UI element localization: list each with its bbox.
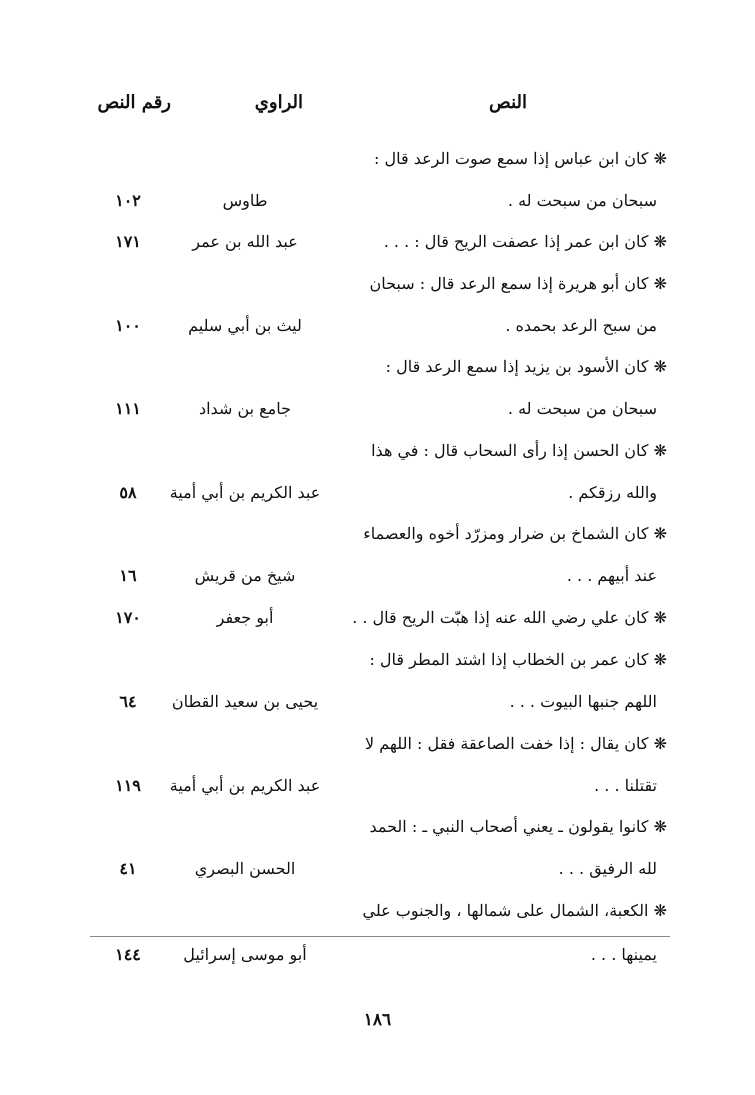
- entry-number: ٤١: [119, 859, 137, 878]
- entry-line: [0, 645, 755, 675]
- entry-text-line: لله الرفيق . . .: [558, 859, 657, 878]
- entry-text-line: ❋ كان الأسود بن يزيد إذا سمع الرعد قال :: [385, 357, 667, 376]
- entry-line: [0, 561, 755, 591]
- entry-narrator: ليث بن أبي سليم: [188, 316, 302, 335]
- entry-line: [0, 478, 755, 508]
- entry-narrator: يحيى بن سعيد القطان: [171, 692, 319, 711]
- header-text: النص: [489, 92, 527, 113]
- entry-narrator: جامع بن شداد: [198, 399, 292, 418]
- entry-text-line: ❋ كان الحسن إذا رأى السحاب قال : في هذا: [371, 441, 667, 460]
- entry-text-line: ❋ كان ابن عباس إذا سمع صوت الرعد قال :: [373, 149, 667, 168]
- entry-text-line: والله رزقكم .: [568, 483, 657, 502]
- entry-number: ١٠٠: [115, 316, 141, 335]
- entry-narrator: شيخ من قريش: [194, 566, 296, 585]
- entry-line: [0, 603, 755, 633]
- entry-narrator: أبو جعفر: [216, 608, 274, 627]
- entry-line: [0, 940, 755, 970]
- entry-narrator: أبو موسى إسرائيل: [183, 945, 307, 964]
- entry-line: [0, 519, 755, 549]
- entry-line: [0, 144, 755, 174]
- entry-text-line: ❋ كانوا يقولون ـ يعني أصحاب النبي ـ : الحمد: [369, 817, 667, 836]
- entry-line: [0, 269, 755, 299]
- entry-line: [0, 311, 755, 341]
- divider-line: [90, 936, 670, 937]
- entry-line: [0, 896, 755, 926]
- entry-line: [0, 812, 755, 842]
- entry-line: [0, 352, 755, 382]
- entry-text-line: ❋ كان علي رضي الله عنه إذا هبّت الريح قال . .: [352, 608, 667, 627]
- entry-text-line: سبحان من سبحت له .: [507, 191, 657, 210]
- entry-number: ٦٤: [119, 692, 137, 711]
- entry-line: [0, 394, 755, 424]
- entry-text-line: ❋ كان أبو هريرة إذا سمع الرعد قال : سبحان: [369, 274, 667, 293]
- entry-line: [0, 854, 755, 884]
- entry-number: ١٧١: [115, 232, 141, 251]
- entry-number: ١١١: [115, 399, 141, 418]
- entry-line: [0, 687, 755, 717]
- entry-number: ١٦: [119, 566, 137, 585]
- entry-number: ٥٨: [119, 483, 137, 502]
- entry-line: [0, 227, 755, 257]
- entry-text-line: ❋ كان ابن عمر إذا عصفت الريح قال : . . .: [383, 232, 667, 251]
- entry-number: ١١٩: [115, 776, 141, 795]
- entry-line: [0, 186, 755, 216]
- header-narrator: الراوي: [254, 92, 303, 113]
- entry-text-line: ❋ كان يقال : إذا خفت الصاعقة فقل : اللهم لا: [365, 734, 667, 753]
- entry-number: ١٧٠: [115, 608, 141, 627]
- entry-text-line: من سبح الرعد بحمده .: [505, 316, 657, 335]
- entry-narrator: عبد الكريم بن أبي أمية: [169, 483, 321, 502]
- entry-narrator: عبد الله بن عمر: [192, 232, 298, 251]
- entry-narrator: طاوس: [222, 191, 268, 210]
- entry-text-line: عند أبيهم . . .: [566, 566, 657, 585]
- entry-text-line: ❋ كان عمر بن الخطاب إذا اشتد المطر قال :: [369, 650, 667, 669]
- entry-narrator: الحسن البصري: [194, 859, 296, 878]
- entry-number: ١٤٤: [115, 945, 141, 964]
- entry-number: ١٠٢: [115, 191, 141, 210]
- entry-line: [0, 729, 755, 759]
- entry-line: [0, 771, 755, 801]
- entry-line: [0, 436, 755, 466]
- entry-text-line: يمينها . . .: [590, 945, 657, 964]
- page-number: ١٨٦: [363, 1010, 392, 1030]
- entry-narrator: عبد الكريم بن أبي أمية: [169, 776, 321, 795]
- entry-text-line: ❋ الكعبة، الشمال على شمالها ، والجنوب علي: [362, 901, 667, 920]
- entry-text-line: سبحان من سبحت له .: [507, 399, 657, 418]
- entry-text-line: تقتلنا . . .: [594, 776, 657, 795]
- entry-text-line: اللهم جنبها البيوت . . .: [509, 692, 657, 711]
- header-text-number: رقم النص: [97, 92, 171, 113]
- entry-text-line: ❋ كان الشماخ بن ضرار ومزرّد أخوه والعصماء: [363, 524, 667, 543]
